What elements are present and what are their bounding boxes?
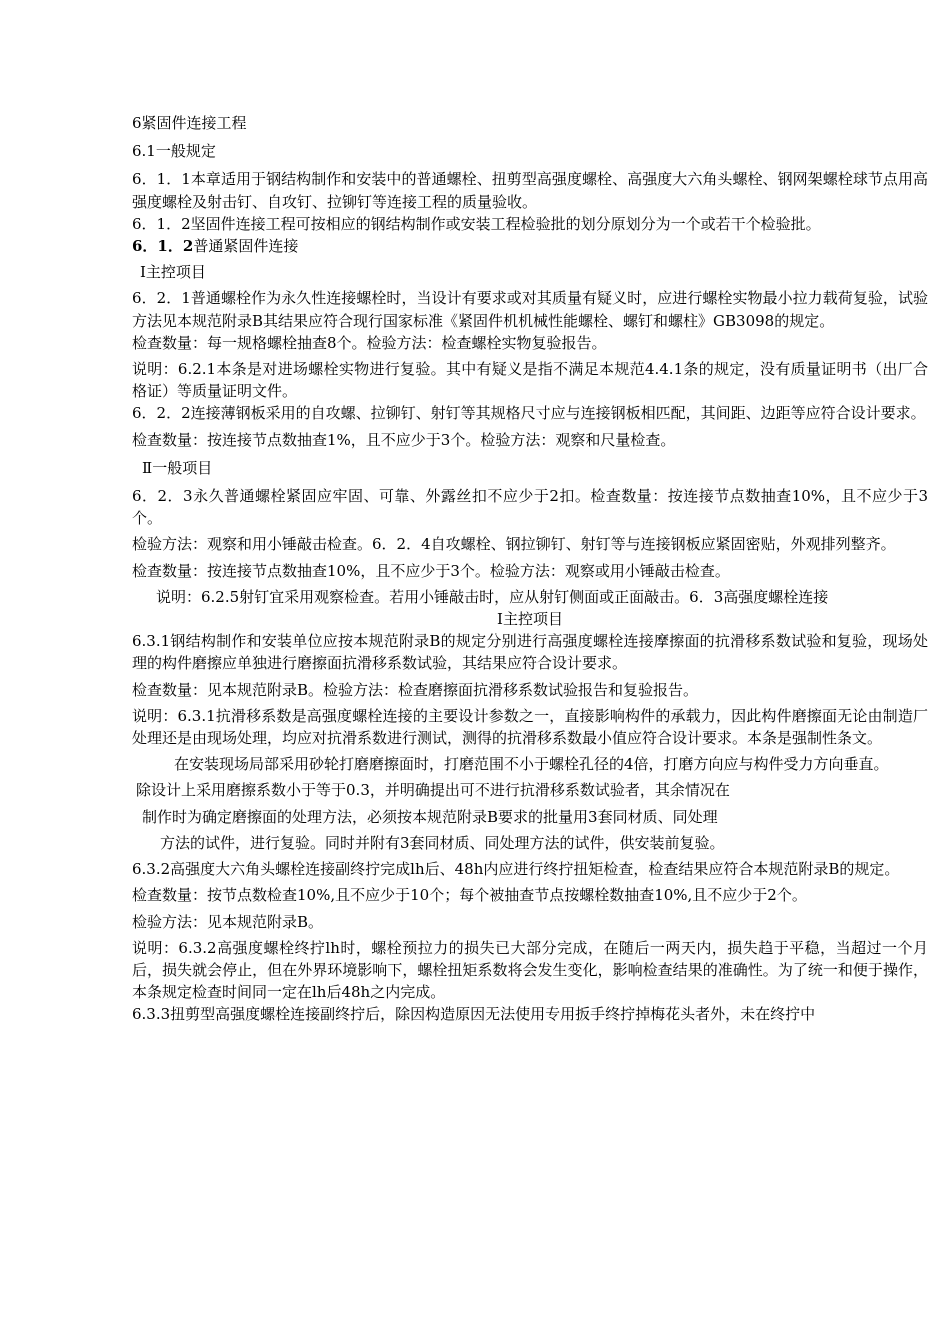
paragraph: 检查数量：见本规范附录B。检验方法：检查磨擦面抗滑移系数试验报告和复验报告。 [132, 680, 699, 699]
section-heading: 6.1一般规定 [132, 142, 216, 161]
note-paragraph: 说明：6.3.2高强度螺栓终拧lh时，螺栓预拉力的损失已大部分完成，在随后一两天内，损失趋于平稳，当超过一个月后，损失就会停止，但在外界环境影响下，螺栓扭矩系数将会发生变化，影响检查结果的准确性。为了统一和便于操作，本条规定检查时间同一定在lh后48h之内完成。 [132, 938, 928, 1002]
paragraph: 方法的试件，进行复验。同时并附有3套同材质、同处理方法的试件，供安装前复验。 [160, 833, 725, 852]
note-paragraph: 说明：6.3.1抗滑移系数是高强度螺栓连接的主要设计参数之一，直接影响构件的承载力，因此构件磨擦面无论由制造厂处理还是由现场处理，均应对抗滑系数进行测试，测得的抗滑移系数最小值应符合设计要求。本条是强制性条文。 [132, 706, 928, 748]
paragraph: 6.3.2高强度大六角头螺栓连接副终拧完成lh后、48h内应进行终拧扭矩检查，检查结果应符合本规范附录B的规定。 [132, 860, 900, 879]
subsection-heading: Ⅰ主控项目 [497, 610, 563, 629]
paragraph: 6．2．2连接薄钢板采用的自攻螺、拉铆钉、射钉等其规格尺寸应与连接钢板相匹配，其间距、边距等应符合设计要求。 [132, 404, 926, 423]
paragraph: 除设计上采用磨擦系数小于等于0.3，并明确提出可不进行抗滑移系数试验者，其余情况在 [136, 781, 730, 800]
paragraph: 检查数量：按节点数检查10%,且不应少于10个；每个被抽查节点按螺栓数抽查10%,且不应少于2个。 [132, 886, 807, 905]
document-page [132, 112, 928, 1026]
section-number: 6．1．2 [132, 237, 194, 256]
paragraph: 检查数量：按连接节点数抽查1%，且不应少于3个。检验方法：观察和尺量检查。 [132, 430, 676, 449]
subsection-heading: Ⅰ主控项目 [140, 263, 206, 282]
chapter-title: 6紧固件连接工程 [132, 114, 247, 132]
paragraph: 检查数量：每一规格螺栓抽查8个。检验方法：检查螺栓实物复验报告。 [132, 333, 607, 352]
paragraph: 制作时为确定磨擦面的处理方法，必须按本规范附录B要求的批量用3套同材质、同处理 [142, 807, 718, 826]
section-title: 普通紧固件连接 [193, 237, 299, 256]
paragraph: 检验方法：见本规范附录B。 [132, 912, 324, 931]
subsection-heading: Ⅱ一般项目 [142, 458, 213, 477]
note-paragraph: 说明：6.2.5射钉宜采用观察检查。若用小锤敲击时，应从射钉侧面或正面敲击。6．3高强度螺栓连接 [156, 587, 829, 606]
section-heading [132, 235, 928, 257]
paragraph: 6．2．1普通螺栓作为永久性连接螺栓时，当设计有要求或对其质量有疑义时，应进行螺栓实物最小拉力载荷复验，试验方法见本规范附录B其结果应符合现行国家标准《紧固件机机械性能螺栓、螺钉和螺柱》GB3098的规定。 [132, 289, 928, 330]
paragraph: 6．1．1本章适用于钢结构制作和安装中的普通螺栓、扭剪型高强度螺栓、高强度大六角头螺栓、钢网架螺栓球节点用高强度螺栓及射击钉、自攻钉、拉铆钉等连接工程的质量验收。 [132, 170, 928, 211]
paragraph: 6．2．3永久普通螺栓紧固应牢固、可靠、外露丝扣不应少于2扣。检查数量：按连接节点数抽查10%，且不应少于3个。 [132, 487, 928, 528]
paragraph: 检验方法：观察和用小锤敲击检查。6．2．4自攻螺栓、钢拉铆钉、射钉等与连接钢板应紧固密贴，外观排列整齐。 [132, 535, 896, 554]
note-paragraph: 说明：6.2.1本条是对进场螺栓实物进行复验。其中有疑义是指不满足本规范4.4.1条的规定，没有质量证明书（出厂合格证）等质量证明文件。 [132, 360, 928, 401]
paragraph: 在安装现场局部采用砂轮打磨磨擦面时，打磨范围不小于螺栓孔径的4倍，打磨方向应与构件受力方向垂直。 [174, 755, 889, 774]
paragraph: 检查数量：按连接节点数抽查10%，且不应少于3个。检验方法：观察或用小锤敲击检查。 [132, 561, 730, 580]
paragraph: 6．1．2坚固件连接工程可按相应的钢结构制作或安装工程检验批的划分原划分为一个或若干个检验批。 [132, 214, 821, 233]
paragraph: 6.3.1钢结构制作和安装单位应按本规范附录B的规定分别进行高强度螺栓连接摩擦面的抗滑移系数试验和复验，现场处理的构件磨擦应单独进行磨擦面抗滑移系数试验，其结果应符合设计要求。 [132, 632, 928, 673]
paragraph: 6.3.3扭剪型高强度螺栓连接副终拧后，除因构造原因无法使用专用扳手终拧掉梅花头者外，未在终拧中 [132, 1005, 816, 1024]
